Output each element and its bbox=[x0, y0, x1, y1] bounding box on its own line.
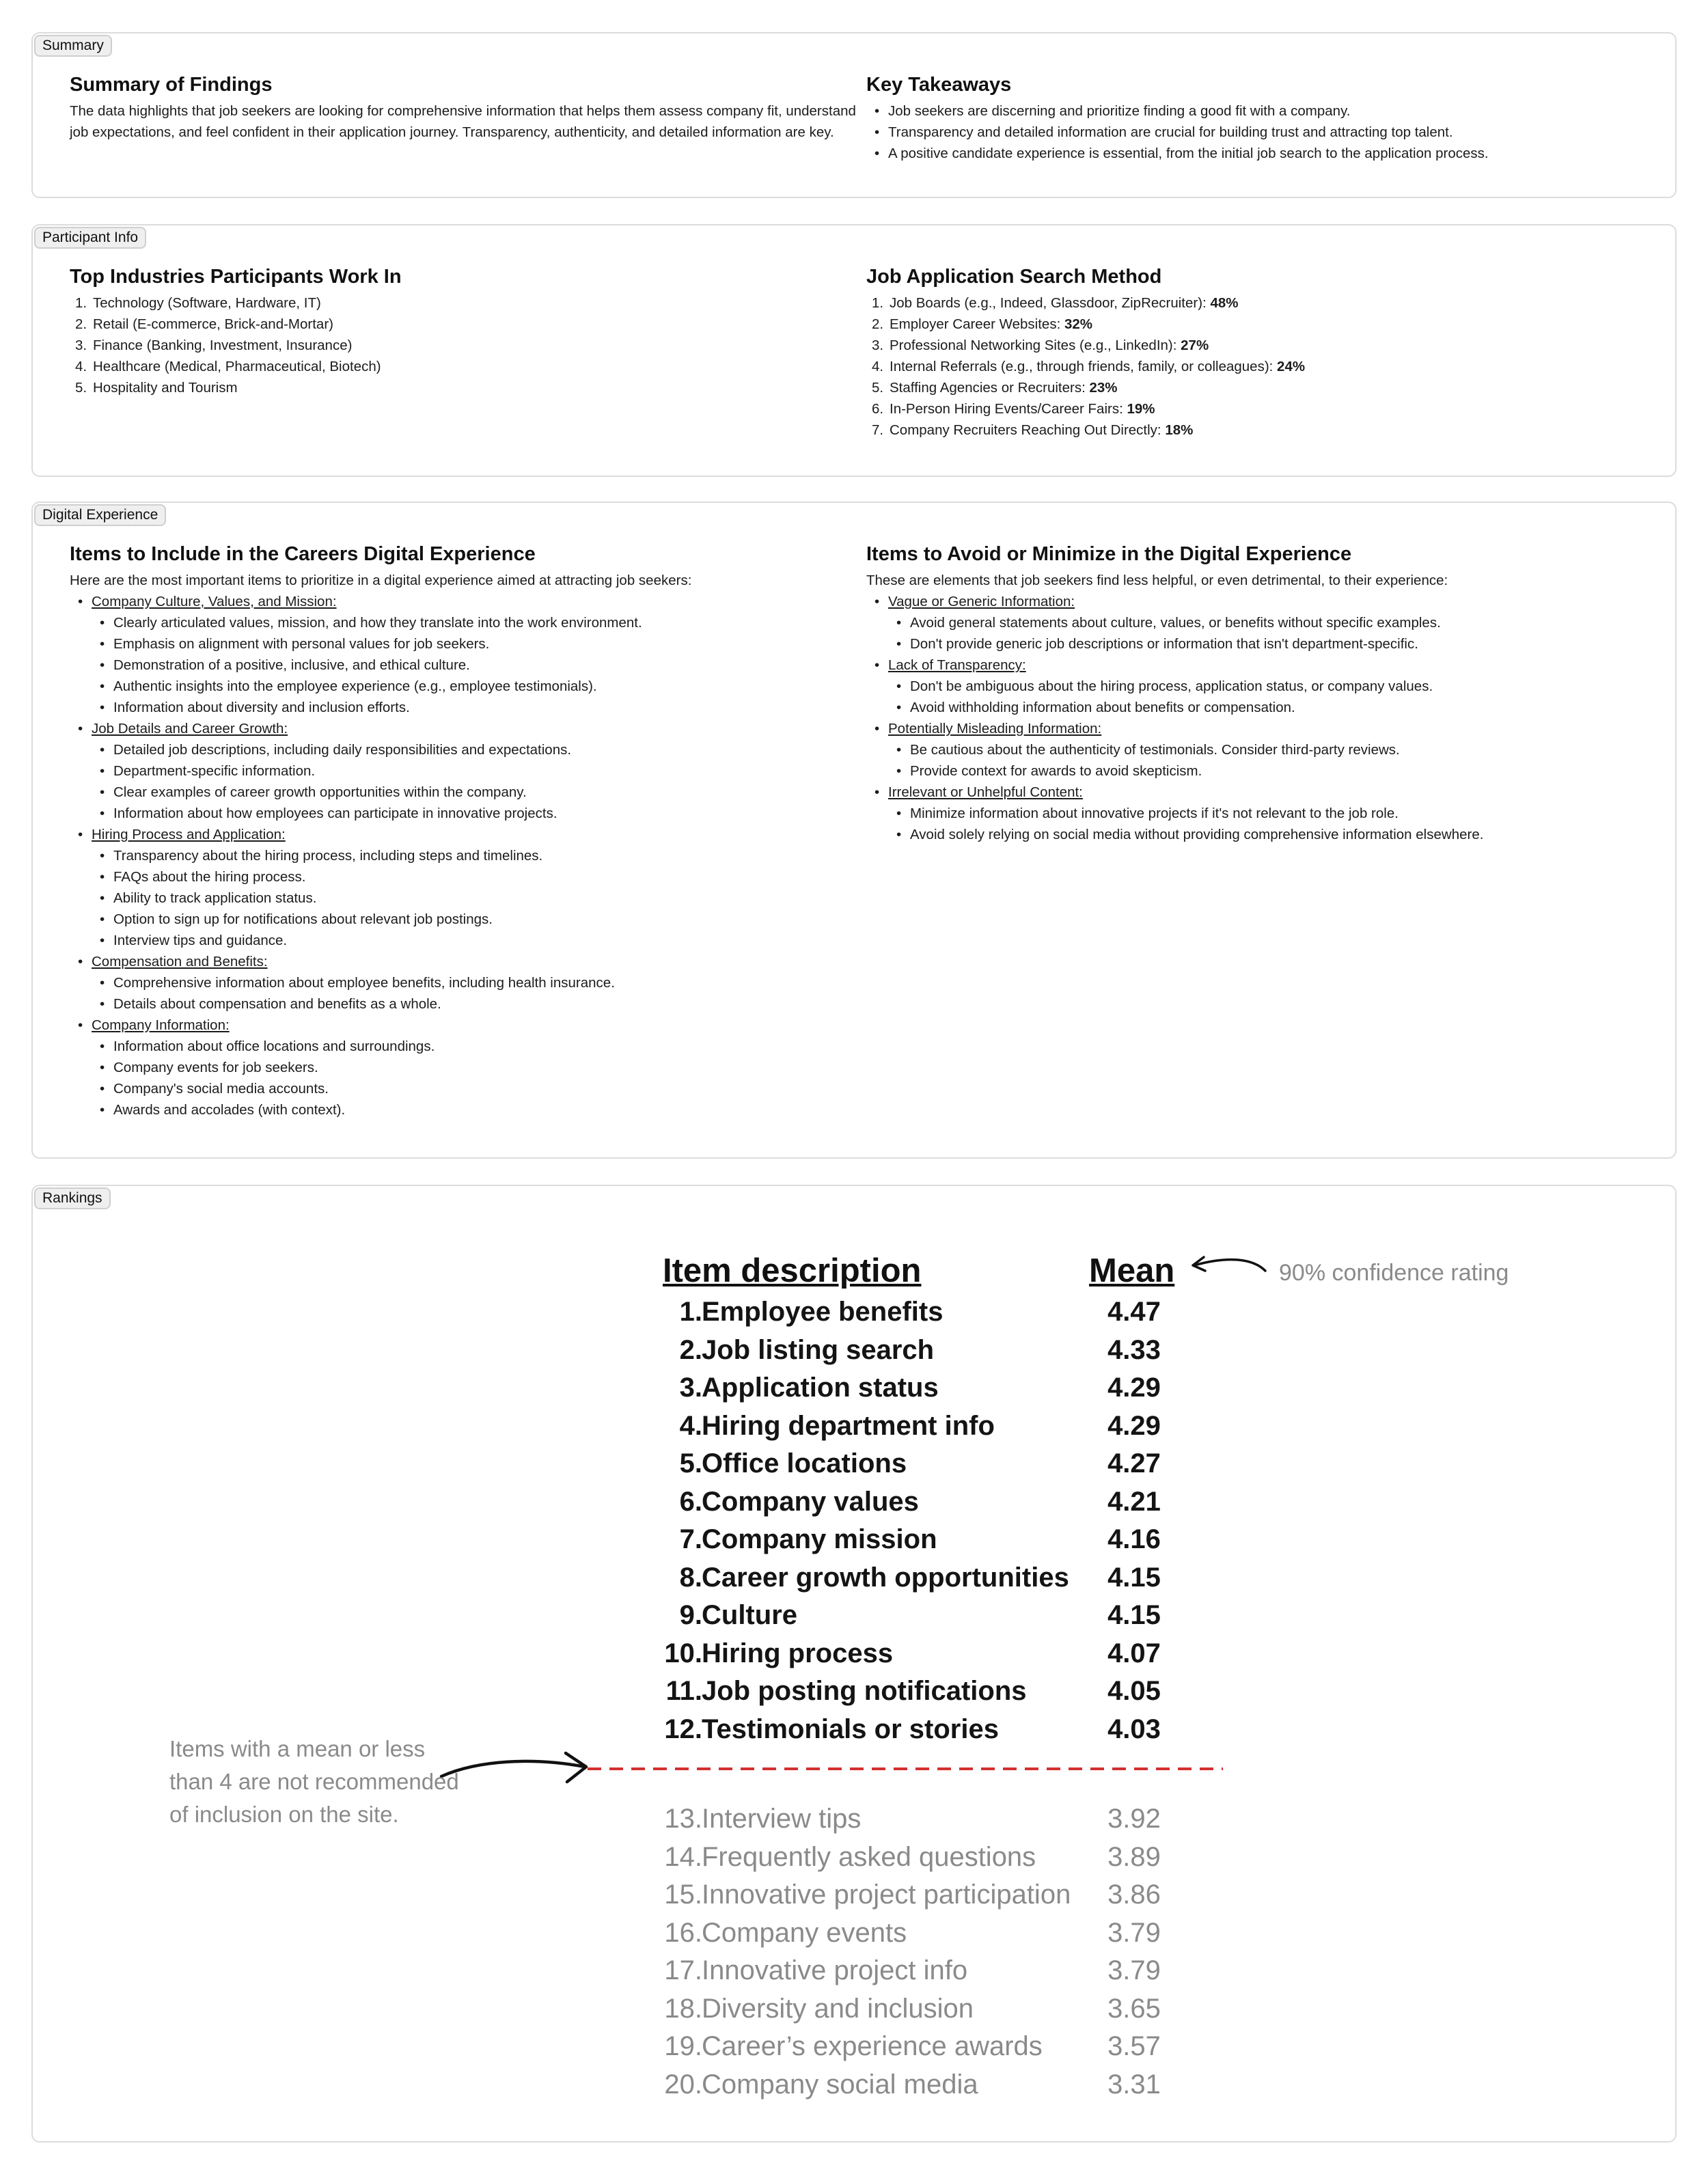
confidence-note: 90% confidence rating bbox=[1279, 1260, 1509, 1286]
method-item: 6. In-Person Hiring Events/Career Fairs: 19% bbox=[872, 401, 1155, 417]
include-item: • Company events for job seekers. bbox=[92, 1057, 855, 1078]
include-item: • Details about compensation and benefits as a whole. bbox=[92, 993, 855, 1015]
summary-tag: Summary bbox=[34, 35, 112, 57]
ranking-mean-value: 3.57 bbox=[1107, 2031, 1161, 2061]
ranking-number: 1. bbox=[679, 1297, 702, 1327]
method-item: 7. Company Recruiters Reaching Out Directly: 18% bbox=[872, 422, 1194, 438]
include-category: • Hiring Process and Application: • Transparency about the hiring process, including steps and timelines. • FAQs about the hiring process. • Ability to track application status. • Option to sign up for notifications about relevant job postings. • Interview tips and guidance. bbox=[70, 824, 855, 951]
ranking-mean-value: 4.33 bbox=[1107, 1334, 1161, 1365]
takeaway-item: • Transparency and detailed information are crucial for building trust and attracting top talent. bbox=[866, 122, 1652, 143]
method-item: 1. Job Boards (e.g., Indeed, Glassdoor, ZipRecruiter): 48% bbox=[872, 295, 1239, 311]
takeaways-list bbox=[866, 100, 1652, 164]
avoid-item: • Avoid withholding information about benefits or compensation. bbox=[888, 697, 1659, 718]
digital-card bbox=[31, 501, 1677, 1159]
ranking-number: 17. bbox=[664, 1955, 702, 1985]
ranking-item-label: Office locations bbox=[702, 1448, 907, 1478]
ranking-item-label: Employee benefits bbox=[702, 1297, 943, 1327]
method-item: 4. Internal Referrals (e.g., through friends, family, or colleagues): 24% bbox=[872, 359, 1306, 374]
ranking-item-label: Interview tips bbox=[702, 1804, 862, 1834]
ranking-mean-value: 4.21 bbox=[1107, 1486, 1161, 1517]
ranking-item-label: Company events bbox=[702, 1917, 907, 1948]
include-item: • Transparency about the hiring process, including steps and timelines. bbox=[92, 845, 855, 866]
ranking-number: 20. bbox=[664, 2069, 702, 2100]
include-item: • Authentic insights into the employee experience (e.g., employee testimonials). bbox=[92, 676, 855, 697]
include-list bbox=[70, 591, 855, 1120]
ranking-item-label: Application status bbox=[702, 1373, 939, 1403]
include-item: • Option to sign up for notifications about relevant job postings. bbox=[92, 909, 855, 930]
ranking-number: 19. bbox=[664, 2031, 702, 2061]
ranking-number: 9. bbox=[679, 1600, 702, 1630]
participant-tag: Participant Info bbox=[34, 227, 146, 249]
avoid-item: • Avoid general statements about culture, values, or benefits without specific examples. bbox=[888, 612, 1659, 633]
threshold-note: Items with a mean or less than 4 are not recommended of inclusion on the site. bbox=[169, 1736, 459, 1827]
avoid-column bbox=[866, 542, 1659, 845]
include-category: • Compensation and Benefits: • Comprehensive information about employee benefits, including health insurance. • Details about compensation and benefits as a whole. bbox=[70, 951, 855, 1015]
industry-item: 5. Hospitality and Tourism bbox=[75, 380, 238, 396]
ranking-item-label: Hiring department info bbox=[702, 1410, 995, 1441]
avoid-category: • Lack of Transparency: • Don't be ambiguous about the hiring process, application status, or company values. • Avoid withholding information about benefits or compensation. bbox=[866, 655, 1659, 718]
takeaway-item: • Job seekers are discerning and prioritize finding a good fit with a company. bbox=[866, 100, 1652, 122]
avoid-category: • Irrelevant or Unhelpful Content: • Minimize information about innovative projects if it's not relevant to the job role. • Avoid solely relying on social media without providing comprehensive information elsewhere. bbox=[866, 782, 1659, 845]
ranking-number: 2. bbox=[679, 1334, 702, 1365]
ranking-number: 12. bbox=[664, 1714, 702, 1744]
ranking-mean-value: 3.89 bbox=[1107, 1841, 1161, 1872]
ranking-number: 3. bbox=[679, 1373, 702, 1403]
ranking-item-label: Testimonials or stories bbox=[702, 1714, 999, 1744]
methods-column bbox=[866, 265, 1652, 441]
ranking-item-label: Innovative project info bbox=[702, 1955, 968, 1985]
industry-item: 2. Retail (E-commerce, Brick-and-Mortar) bbox=[75, 316, 333, 332]
avoid-title: Items to Avoid or Minimize in the Digital Experience bbox=[866, 543, 1352, 565]
ranking-number: 14. bbox=[664, 1841, 702, 1872]
methods-list bbox=[866, 292, 1652, 441]
industries-list bbox=[70, 292, 821, 398]
include-category: • Company Information: • Information about office locations and surroundings. • Company events for job seekers. • Company's social media accounts. • Awards and accolades (with context). bbox=[70, 1015, 855, 1120]
digital-tag: Digital Experience bbox=[34, 504, 166, 526]
avoid-category: • Vague or Generic Information: • Avoid general statements about culture, values, or benefits without specific examples. • Don't provide generic job descriptions or information that isn't department-specific. bbox=[866, 591, 1659, 655]
avoid-item: • Don't provide generic job descriptions or information that isn't department-specific. bbox=[888, 633, 1659, 655]
include-item: • Information about diversity and inclusion efforts. bbox=[92, 697, 855, 718]
include-item: • Information about how employees can participate in innovative projects. bbox=[92, 803, 855, 824]
ranking-mean-value: 4.29 bbox=[1107, 1410, 1161, 1441]
include-item: • Interview tips and guidance. bbox=[92, 930, 855, 951]
avoid-item: • Avoid solely relying on social media without providing comprehensive information elsewhere. bbox=[888, 824, 1659, 845]
ranking-item-label: Career growth opportunities bbox=[702, 1562, 1069, 1593]
include-item: • Information about office locations and surroundings. bbox=[92, 1036, 855, 1057]
industry-item: 1. Technology (Software, Hardware, IT) bbox=[75, 295, 321, 311]
avoid-intro: These are elements that job seekers find less helpful, or even detrimental, to their experience: bbox=[866, 573, 1448, 588]
participant-card bbox=[31, 224, 1677, 477]
ranking-number: 16. bbox=[664, 1917, 702, 1948]
ranking-number: 15. bbox=[664, 1880, 702, 1910]
ranking-number: 10. bbox=[664, 1638, 702, 1668]
ranking-item-label: Career’s experience awards bbox=[702, 2031, 1043, 2061]
include-item: • Demonstration of a positive, inclusive, and ethical culture. bbox=[92, 655, 855, 676]
takeaways-column bbox=[866, 73, 1652, 164]
ranking-mean-value: 3.31 bbox=[1107, 2069, 1161, 2100]
ranking-mean-value: 4.15 bbox=[1107, 1600, 1161, 1630]
ranking-item-label: Job posting notifications bbox=[702, 1676, 1027, 1706]
takeaways-title: Key Takeaways bbox=[866, 74, 1012, 96]
methods-title: Job Application Search Method bbox=[866, 266, 1162, 288]
method-item: 3. Professional Networking Sites (e.g., LinkedIn): 27% bbox=[872, 338, 1209, 353]
ranking-mean-value: 4.05 bbox=[1107, 1676, 1161, 1706]
ranking-number: 7. bbox=[679, 1524, 702, 1554]
avoid-category: • Potentially Misleading Information: • Be cautious about the authenticity of testimonials. Consider third-party reviews. • Provide context for awards to avoid skepticism. bbox=[866, 718, 1659, 782]
ranking-mean-value: 3.79 bbox=[1107, 1955, 1161, 1985]
avoid-item: • Be cautious about the authenticity of testimonials. Consider third-party reviews. bbox=[888, 739, 1659, 760]
avoid-item: • Provide context for awards to avoid skepticism. bbox=[888, 760, 1659, 782]
ranking-mean-value: 4.15 bbox=[1107, 1562, 1161, 1593]
include-category: • Job Details and Career Growth: • Detailed job descriptions, including daily responsibilities and expectations. • Department-specific information. • Clear examples of career growth opportunities within the company. • Information about how employees can participate in innovative projects. bbox=[70, 718, 855, 824]
include-category: • Company Culture, Values, and Mission: • Clearly articulated values, mission, and how they translate into the work environment. • Emphasis on alignment with personal values for job seekers. • Demonstration of a positive, inclusive, and ethical culture. • Authentic insights into the employee experience (e.g., employee testimonials). • Information about diversity and inclusion efforts. bbox=[70, 591, 855, 718]
include-item: • Ability to track application status. bbox=[92, 888, 855, 909]
include-column bbox=[70, 542, 855, 1120]
ranking-number: 18. bbox=[664, 1993, 702, 2024]
method-item: 5. Staffing Agencies or Recruiters: 23% bbox=[872, 380, 1118, 396]
include-item: • Detailed job descriptions, including daily responsibilities and expectations. bbox=[92, 739, 855, 760]
include-title: Items to Include in the Careers Digital Experience bbox=[70, 543, 536, 565]
ranking-mean-value: 4.07 bbox=[1107, 1638, 1161, 1668]
ranking-item-label: Innovative project participation bbox=[702, 1880, 1071, 1910]
ranking-item-label: Hiring process bbox=[702, 1638, 894, 1668]
ranking-number: 13. bbox=[664, 1804, 702, 1834]
ranking-number: 4. bbox=[679, 1410, 702, 1441]
ranking-item-label: Company values bbox=[702, 1486, 919, 1517]
ranking-mean-value: 3.86 bbox=[1107, 1880, 1161, 1910]
industry-item: 4. Healthcare (Medical, Pharmaceutical, Biotech) bbox=[75, 359, 381, 374]
takeaway-item: • A positive candidate experience is essential, from the initial job search to the application process. bbox=[866, 143, 1652, 164]
ranking-number: 8. bbox=[679, 1562, 702, 1593]
item-description-header: Item description bbox=[663, 1252, 922, 1289]
ranking-item-label: Culture bbox=[702, 1600, 797, 1630]
avoid-item: • Don't be ambiguous about the hiring process, application status, or company values. bbox=[888, 676, 1659, 697]
ranking-number: 11. bbox=[665, 1676, 702, 1706]
ranking-item-label: Frequently asked questions bbox=[702, 1841, 1036, 1872]
rankings-card bbox=[31, 1185, 1677, 2143]
findings-column bbox=[70, 73, 876, 143]
ranking-item-label: Diversity and inclusion bbox=[702, 1993, 974, 2024]
avoid-list bbox=[866, 591, 1659, 845]
industry-item: 3. Finance (Banking, Investment, Insurance) bbox=[75, 338, 353, 353]
ranking-mean-value: 3.65 bbox=[1107, 1993, 1161, 2024]
mean-header: Mean bbox=[1089, 1252, 1175, 1289]
include-item: • Clear examples of career growth opportunities within the company. bbox=[92, 782, 855, 803]
ranking-number: 5. bbox=[679, 1448, 702, 1478]
ranking-mean-value: 3.79 bbox=[1107, 1917, 1161, 1948]
include-item: • Emphasis on alignment with personal values for job seekers. bbox=[92, 633, 855, 655]
include-item: • Department-specific information. bbox=[92, 760, 855, 782]
ranking-item-label: Company social media bbox=[702, 2069, 978, 2100]
ranking-mean-value: 4.16 bbox=[1107, 1524, 1161, 1554]
avoid-item: • Minimize information about innovative projects if it's not relevant to the job role. bbox=[888, 803, 1659, 824]
ranking-mean-value: 4.27 bbox=[1107, 1448, 1161, 1478]
summary-card bbox=[31, 32, 1677, 198]
industries-column bbox=[70, 265, 821, 398]
include-item: • Company's social media accounts. bbox=[92, 1078, 855, 1099]
rankings-tag: Rankings bbox=[34, 1187, 111, 1209]
industries-title: Top Industries Participants Work In bbox=[70, 266, 402, 288]
findings-title: Summary of Findings bbox=[70, 74, 273, 96]
findings-text: The data highlights that job seekers are looking for comprehensive information that helps them assess company fit, understand job expectations, and feel confident in their application journey. Transparency, authenticity, and detailed information are key. bbox=[70, 103, 856, 140]
ranking-item-label: Company mission bbox=[702, 1524, 937, 1554]
ranking-mean-value: 4.29 bbox=[1107, 1373, 1161, 1403]
ranking-mean-value: 3.92 bbox=[1107, 1804, 1161, 1834]
ranking-mean-value: 4.03 bbox=[1107, 1714, 1161, 1744]
include-item: • Awards and accolades (with context). bbox=[92, 1099, 855, 1120]
include-intro: Here are the most important items to prioritize in a digital experience aimed at attracting job seekers: bbox=[70, 573, 692, 588]
include-item: • Comprehensive information about employee benefits, including health insurance. bbox=[92, 972, 855, 993]
include-item: • Clearly articulated values, mission, and how they translate into the work environment. bbox=[92, 612, 855, 633]
method-item: 2. Employer Career Websites: 32% bbox=[872, 316, 1092, 332]
ranking-mean-value: 4.47 bbox=[1107, 1297, 1161, 1327]
include-item: • FAQs about the hiring process. bbox=[92, 866, 855, 888]
ranking-number: 6. bbox=[679, 1486, 702, 1517]
ranking-item-label: Job listing search bbox=[702, 1334, 935, 1365]
